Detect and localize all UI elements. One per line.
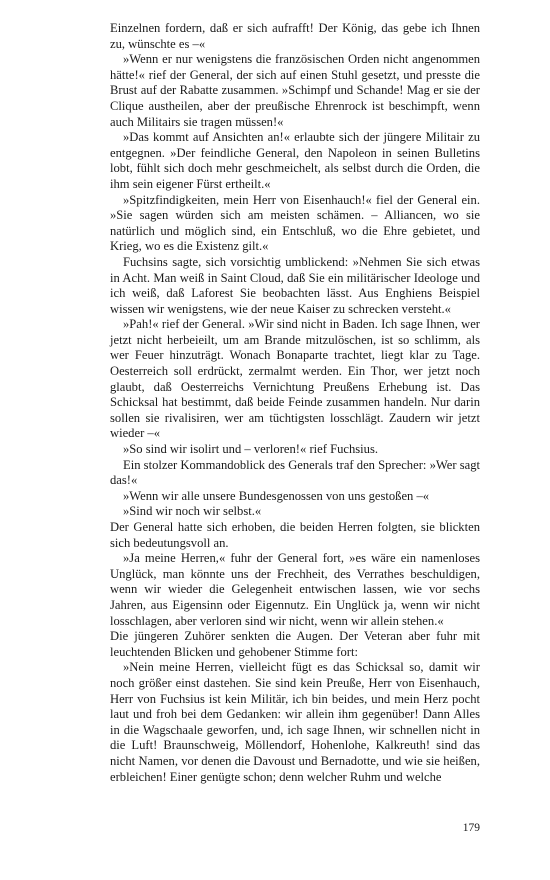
paragraph: »So sind wir isolirt und – verloren!« rief Fuchsius. bbox=[123, 442, 378, 457]
body-text bbox=[110, 21, 480, 785]
paragraph: Der General hatte sich erhoben, die beiden Herren folgten, sie blickten sich bedeutungsvoll an. bbox=[110, 520, 480, 550]
paragraph: Die jüngeren Zuhörer senkten die Augen. Der Veteran aber fuhr mit leuchtenden Blicken und gehobener Stimme fort: bbox=[110, 629, 480, 659]
paragraph: »Ja meine Herren,« fuhr der General fort, »es wäre ein namenloses Unglück, man könnte uns der Frechheit, des Verrathes beschuldigen, wenn wir wieder die Gelegenheit entwischen lassen, wie vor sechs Jahren, aus Eigensinn oder Eigennutz. Ein Unglück ja, wenn wir nicht losschlagen, aber verloren sind wir nicht, wenn wir allein stehen.« bbox=[110, 551, 480, 628]
paragraph: »Wenn er nur wenigstens die französischen Orden nicht angenommen hätte!« rief der General, der sich auf einen Stuhl gesetzt, und presste die Brust auf der Rabatte zusammen. »Schimpf und Schande! Mag er sie der Clique austheilen, aber der preußische Ehrenrock ist beschimpft, wenn auch Militairs sie tragen müssen!« bbox=[110, 52, 480, 129]
paragraph: »Wenn wir alle unsere Bundesgenossen von uns gestoßen –« bbox=[123, 488, 430, 503]
paragraph: »Nein meine Herren, vielleicht fügt es das Schicksal so, damit wir noch größer einst dastehen. Sie sind kein Preuße, Herr von Eisenhauch, Herr von Fuchsius ist kein Militär, ich bin beides, und mein Herz pocht laut und froh bei dem Gedanken: wir allein ihm gegenüber! Dann Alles in die Wagschaale geworfen, und, ich sage Ihnen, wir schnellen nicht in die Luft! Braunschweig, Möllendorf, Hohenlohe, Kalkreuth! sind das nicht Namen, vor denen die Davoust und Bernadotte, und wie sie heißen, erbleichen! Einer genügte schon; denn welcher Ruhm und welche bbox=[110, 660, 480, 784]
paragraph: Ein stolzer Kommandoblick des Generals traf den Sprecher: »Wer sagt das!« bbox=[110, 457, 480, 488]
paragraph: »Spitzfindigkeiten, mein Herr von Eisenhauch!« fiel der General ein. »Sie sagen würden sich am meisten schämen. – Alliancen, wo sie natürlich und möglich sind, ein Entschluß, wo die Ehre gebietet, und Krieg, wo es die Existenz gilt.« bbox=[110, 192, 480, 254]
paragraph: »Das kommt auf Ansichten an!« erlaubte sich der jüngere Militair zu entgegnen. »Der feindliche General, den Napoleon in seinen Bulletins lobt, fühlt sich doch mehr geschmeichelt, als selbst durch die Orden, die ihm sein eigener Fürst ertheilt.« bbox=[110, 130, 480, 191]
page-number: 179 bbox=[462, 822, 480, 834]
paragraph: »Pah!« rief der General. »Wir sind nicht in Baden. Ich sage Ihnen, wer jetzt nicht herbeieilt, um am Brande mitzulöschen, ist so schlimm, als wer Feuer hinzuträgt. Wonach Bonaparte trachtet, liegt klar zu Tage. Oesterreich soll erdrückt, zermalmt werden. Ein Thor, wer jetzt noch glaubt, daß Oesterreichs Vernichtung Preußens Erhebung ist. Das Schicksal hat bestimmt, daß beide Feinde zusammen handeln. Nur darin sollen sie rivalisiren, wer am tüchtigsten losschlägt. Zaudern wir jetzt wieder –« bbox=[110, 317, 480, 441]
paragraph: Fuchsins sagte, sich vorsichtig umblickend: »Nehmen Sie sich etwas in Acht. Man weiß in Saint Cloud, daß Sie ein militärischer Ideologe und ich weiß, daß Laforest Sie beobachten lässt. Aus Enghiens Beispiel wissen wir wenigstens, wie der neue Kaiser zu schrecken versteht.« bbox=[110, 254, 480, 316]
paragraph: Einzelnen fordern, daß er sich aufrafft! Der König, das gebe ich Ihnen zu, wünschte es –« bbox=[110, 21, 480, 51]
paragraph: »Sind wir noch wir selbst.« bbox=[123, 504, 262, 519]
